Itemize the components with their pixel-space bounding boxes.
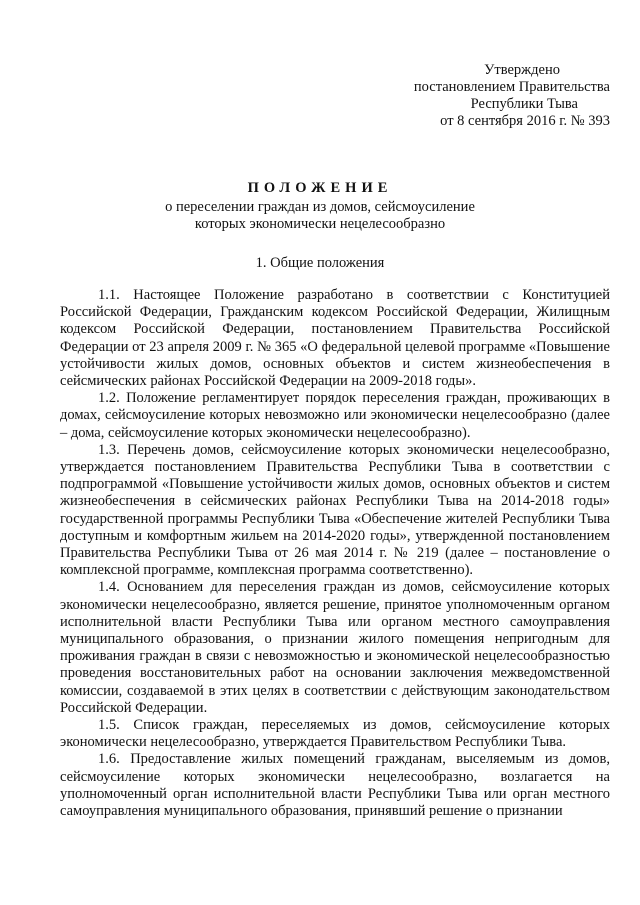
approval-line-3: Республики Тыва (470, 96, 578, 112)
paragraph-1-4: 1.4. Основанием для переселения граждан из домов, сейсмоусиление которых экономически нецелесообразно, является решение, принятое уполномоченным органом исполнительной власти Республики Тыва или органом местного самоуправления муниципального образования, о признании жилого помещения непригодным для проживания граждан в связи с невозможностью и экономической нецелесообразностью проведения восстановительных работ на основании заключения межведомственной комиссии, создаваемой в этих целях в соответствии с действующим законодательством Российской Федерации. (60, 579, 610, 716)
paragraph-1-2: 1.2. Положение регламентирует порядок переселения граждан, проживающих в домах, сейсмоусиление которых невозможно или экономически нецелесообразно (далее – дома, сейсмоусиление которых экономически нецелесообразно). (60, 390, 610, 441)
paragraph-1-6: 1.6. Предоставление жилых помещений гражданам, выселяемым из домов, сейсмоусиление которых экономически нецелесообразно, возлагается на уполномоченный орган исполнительной власти Республики Тыва или орган местного самоуправления муниципального образования, принявший решение о признании (60, 751, 610, 820)
approval-line-2: постановлением Правительства (413, 79, 610, 95)
subtitle-line-2: которых экономически нецелесообразно (194, 216, 446, 232)
approval-stamp (370, 62, 610, 130)
document-subtitle (0, 199, 640, 233)
paragraph-1-1: 1.1. Настоящее Положение разработано в соответствии с Конституцией Российской Федерации, Гражданским кодексом Российской Федерации, Жилищным кодексом Российской Федерации, постановлением Правительства Российской Федерации от 23 апреля 2009 г. № 365 «О федеральной целевой программе «Повышение устойчивости жилых домов, основных объектов и систем жизнеобеспечения в сейсмических районах Российской Федерации на 2009-2018 годы». (60, 287, 610, 390)
approval-line-1: Утверждено (484, 62, 560, 78)
section-heading: 1. Общие положения (255, 255, 385, 271)
paragraph-1-5: 1.5. Список граждан, переселяемых из домов, сейсмоусиление которых экономически нецелесообразно, утверждается Правительством Республики Тыва. (60, 717, 610, 751)
document-title: ПОЛОЖЕНИЕ (247, 180, 393, 196)
body-text (60, 287, 610, 820)
subtitle-line-1: о переселении граждан из домов, сейсмоусиление (165, 199, 475, 215)
paragraph-1-3: 1.3. Перечень домов, сейсмоусиление которых экономически нецелесообразно, утверждается постановлением Правительства Республики Тыва в соответствии с подпрограммой «Повышение устойчивости жилых домов, основных объектов и систем жизнеобеспечения в сейсмических районах Республики Тыва на 2014-2018 годы» государственной программы Республики Тыва «Обеспечение жителей Республики Тыва доступным и комфортным жильем на 2014-2020 годы», утвержденной постановлением Правительства Республики Тыва от 26 мая 2014 г. № 219 (далее – постановление о комплексной программе, комплексная программа соответственно). (60, 441, 610, 579)
approval-line-4: от 8 сентября 2016 г. № 393 (440, 113, 610, 129)
